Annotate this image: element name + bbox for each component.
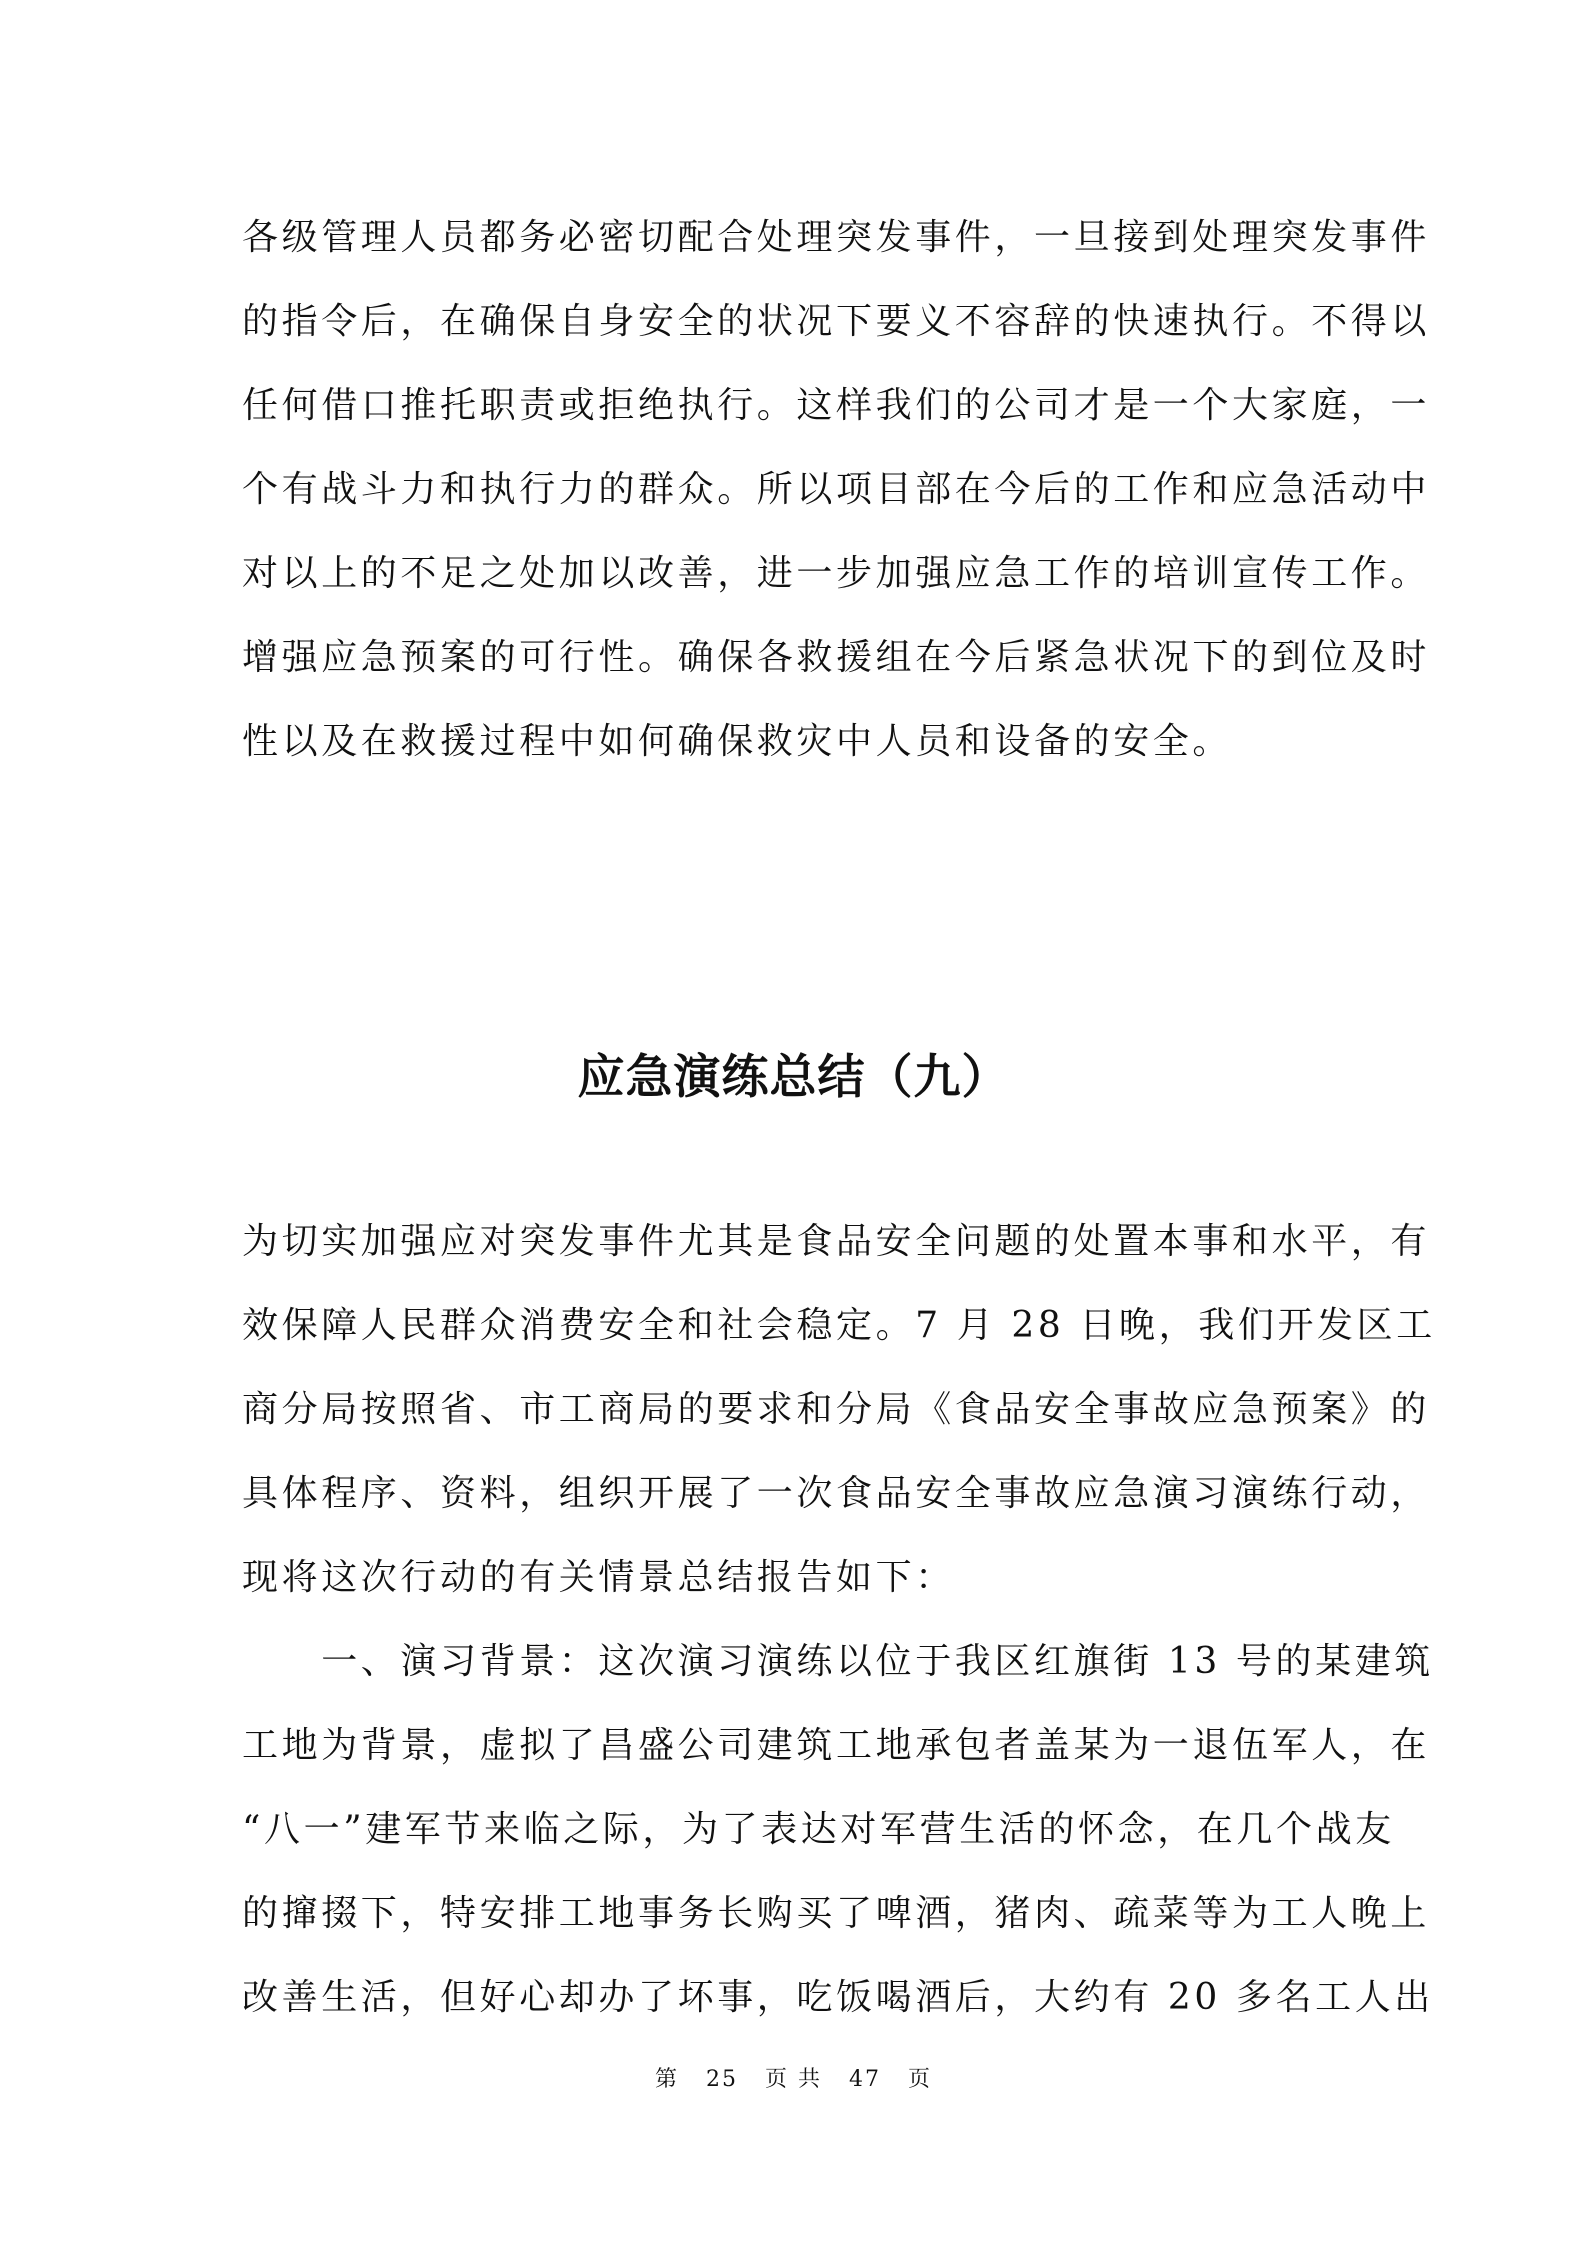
section-title: 应急演练总结（九） bbox=[577, 1050, 1010, 1105]
paragraph-line: 效保障人民群众消费安全和社会稳定。7 月 28 日晚，我们开发区工 bbox=[242, 1305, 1436, 1346]
bottom-paragraph bbox=[242, 1200, 1436, 2040]
paragraph-line: 现将这次行动的有关情景总结报告如下： bbox=[242, 1557, 955, 1598]
paragraph-line: 个有战斗力和执行力的群众。所以项目部在今后的工作和应急活动中 bbox=[242, 469, 1431, 510]
paragraph-line: 的撺掇下，特安排工地事务长购买了啤酒，猪肉、疏菜等为工人晚上 bbox=[242, 1893, 1431, 1934]
paragraph-line: 对以上的不足之处加以改善，进一步加强应急工作的培训宣传工作。 bbox=[242, 553, 1431, 594]
paragraph-line: 增强应急预案的可行性。确保各救援组在今后紧急状况下的到位及时 bbox=[242, 637, 1431, 678]
total-pages: 47 bbox=[849, 2067, 881, 2092]
paragraph-line: 为切实加强应对突发事件尤其是食品安全问题的处置本事和水平，有 bbox=[242, 1221, 1431, 1262]
paragraph-line: 改善生活，但好心却办了坏事，吃饭喝酒后，大约有 20 多名工人出 bbox=[242, 1977, 1434, 2018]
paragraph-line: 的指令后，在确保自身安全的状况下要义不容辞的快速执行。不得以 bbox=[242, 301, 1431, 342]
page-number: 25 bbox=[706, 2067, 738, 2092]
paragraph-line: 工地为背景，虚拟了昌盛公司建筑工地承包者盖某为一退伍军人，在 bbox=[242, 1725, 1431, 1766]
paragraph-line: 具体程序、资料，组织开展了一次食品安全事故应急演习演练行动， bbox=[242, 1473, 1431, 1514]
paragraph-line: 任何借口推托职责或拒绝执行。这样我们的公司才是一个大家庭，一 bbox=[242, 385, 1431, 426]
paragraph-line: 各级管理人员都务必密切配合处理突发事件，一旦接到处理突发事件 bbox=[242, 217, 1431, 258]
top-paragraph bbox=[242, 196, 1431, 784]
paragraph-line: 性以及在救援过程中如何确保救灾中人员和设备的安全。 bbox=[242, 721, 1233, 762]
paragraph-line: 一、演习背景：这次演习演练以位于我区红旗街 13 号的某建筑 bbox=[242, 1641, 1434, 1682]
paragraph-line: 商分局按照省、市工商局的要求和分局《食品安全事故应急预案》的 bbox=[242, 1389, 1431, 1430]
page-footer bbox=[0, 2062, 1587, 2098]
paragraph-line: “八一”建军节来临之际，为了表达对军营生活的怀念，在几个战友 bbox=[242, 1809, 1395, 1850]
footer-middle: 页 共 bbox=[765, 2067, 822, 2092]
footer-suffix: 页 bbox=[908, 2067, 933, 2092]
footer-prefix: 第 bbox=[654, 2067, 679, 2092]
